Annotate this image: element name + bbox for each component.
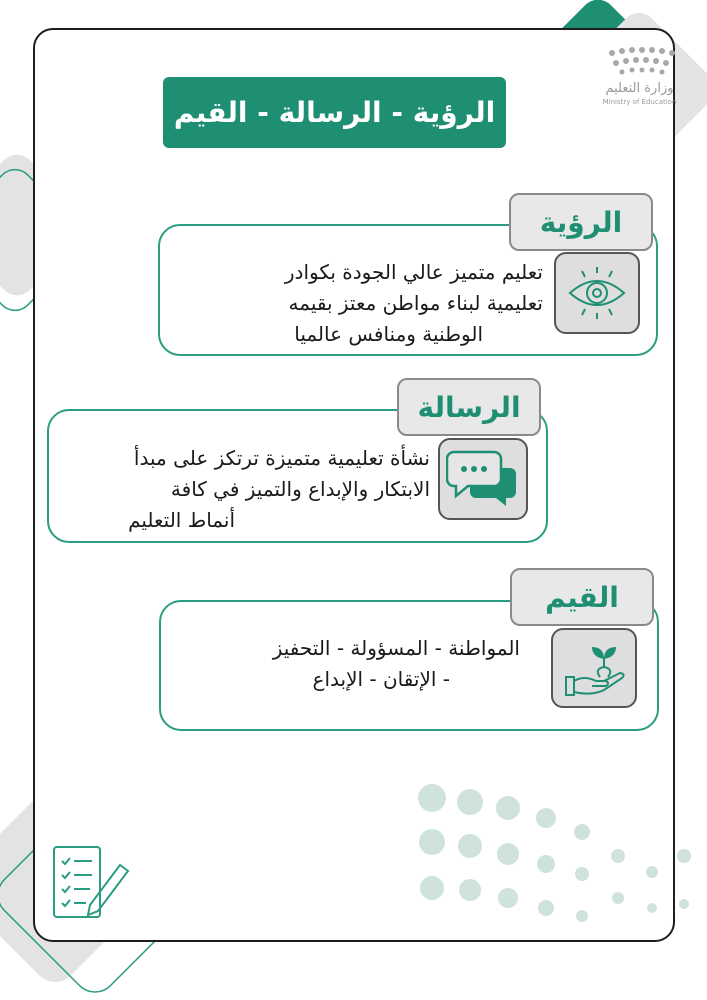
vision-text: [180, 257, 543, 350]
vision-text-line: تعليمية لبناء مواطن معتز بقيمه: [288, 291, 543, 315]
decorative-dots: [400, 770, 707, 960]
mission-text-line: نشأة تعليمية متميزة ترتكز على مبدأ: [133, 446, 430, 470]
ministry-logo-dots-icon: [602, 45, 682, 79]
logo-english-text: Ministry of Education: [602, 98, 677, 106]
vision-text-line: الوطنية ومنافس عالميا: [294, 322, 483, 346]
mission-text-line: أنماط التعليم: [128, 508, 235, 532]
mission-text-line: الابتكار والإبداع والتميز في كافة: [170, 477, 430, 501]
page-title: الرؤية - الرسالة - القيم: [163, 77, 506, 148]
mission-tag: الرسالة: [397, 378, 541, 436]
values-text: [190, 633, 520, 695]
values-text-line: - الإتقان - الإبداع: [312, 667, 450, 691]
vision-icon-box: [554, 252, 640, 334]
ministry-logo: [597, 45, 687, 115]
logo-arabic-text: وزارة التعليم: [605, 81, 674, 96]
eye-icon: [562, 263, 632, 323]
mission-icon-box: [438, 438, 528, 520]
document-pen-icon: [50, 843, 132, 923]
vision-tag: الرؤية: [509, 193, 653, 251]
vision-text-line: تعليم متميز عالي الجودة بكوادر: [284, 260, 543, 284]
values-icon-box: [551, 628, 637, 708]
chat-bubbles-icon: [446, 448, 520, 510]
values-tag: القيم: [510, 568, 654, 626]
mission-text: [70, 443, 430, 536]
values-text-line: المواطنة - المسؤولة - التحفيز: [272, 636, 520, 660]
hand-plant-icon: [560, 637, 628, 699]
